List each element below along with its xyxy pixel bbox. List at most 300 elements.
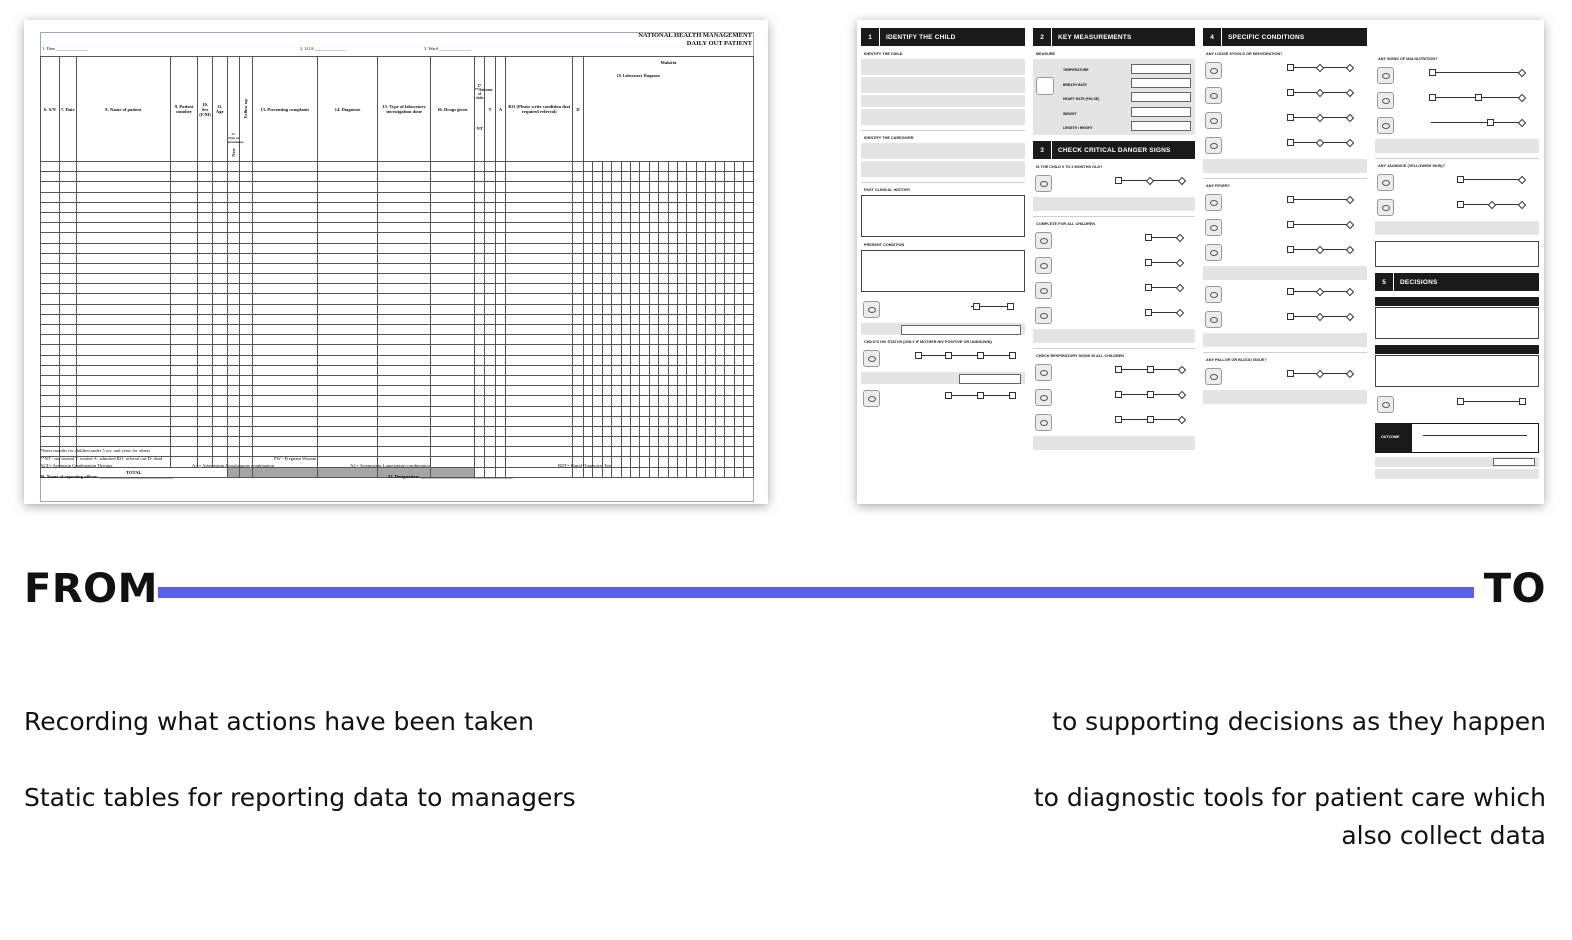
consider-row bbox=[1033, 197, 1195, 211]
register-cell bbox=[212, 274, 227, 284]
register-cell bbox=[59, 243, 76, 253]
register-cell bbox=[659, 426, 668, 436]
register-cell bbox=[621, 243, 630, 253]
register-cell bbox=[743, 365, 753, 375]
register-cell bbox=[734, 192, 743, 202]
register-cell bbox=[474, 202, 484, 212]
register-cell bbox=[198, 212, 213, 222]
col-malaria-group: Malaria 19. Laboratory Diagnosis bbox=[583, 57, 753, 162]
register-cell bbox=[485, 223, 495, 233]
register-cell bbox=[743, 233, 753, 243]
register-cell bbox=[659, 406, 668, 416]
question-icon bbox=[1377, 67, 1394, 84]
register-cell bbox=[649, 192, 658, 202]
register-cell bbox=[696, 325, 705, 335]
register-cell bbox=[725, 304, 734, 314]
register-cell bbox=[687, 172, 696, 182]
register-cell bbox=[649, 355, 658, 365]
register-cell bbox=[170, 345, 197, 355]
register-cell bbox=[212, 284, 227, 294]
register-cell bbox=[668, 396, 677, 406]
register-cell bbox=[474, 314, 484, 324]
register-cell bbox=[612, 263, 621, 273]
register-cell bbox=[495, 223, 505, 233]
register-cell bbox=[240, 396, 253, 406]
register-cell bbox=[602, 355, 611, 365]
register-cell bbox=[170, 396, 197, 406]
register-cell bbox=[649, 294, 658, 304]
register-cell bbox=[678, 233, 687, 243]
decision-form-image bbox=[857, 20, 1544, 504]
register-cell bbox=[317, 335, 378, 345]
register-cell bbox=[430, 243, 474, 253]
legend-al: AL= Artemisinin Lumefantrin combination bbox=[350, 463, 430, 468]
register-cell bbox=[630, 202, 639, 212]
register-cell bbox=[593, 426, 602, 436]
meta-date: 1. Date ______________ bbox=[42, 46, 88, 51]
register-cell bbox=[170, 365, 197, 375]
register-cell bbox=[198, 447, 213, 457]
register-cell bbox=[170, 314, 197, 324]
register-cell bbox=[485, 202, 495, 212]
to-label: TO bbox=[1483, 566, 1546, 612]
register-cell bbox=[593, 416, 602, 426]
register-row bbox=[41, 396, 754, 406]
register-cell bbox=[430, 365, 474, 375]
register-cell bbox=[687, 335, 696, 345]
register-cell bbox=[430, 416, 474, 426]
register-cell bbox=[495, 335, 505, 345]
register-row bbox=[41, 182, 754, 192]
register-cell bbox=[583, 406, 592, 416]
total-cell bbox=[659, 467, 668, 477]
register-cell bbox=[76, 274, 170, 284]
register-cell bbox=[430, 202, 474, 212]
register-cell bbox=[649, 182, 658, 192]
register-cell bbox=[76, 345, 170, 355]
register-cell bbox=[252, 192, 317, 202]
register-cell bbox=[706, 223, 715, 233]
register-cell bbox=[668, 437, 677, 447]
register-cell bbox=[734, 355, 743, 365]
register-cell bbox=[76, 406, 170, 416]
register-cell bbox=[430, 304, 474, 314]
register-cell bbox=[602, 212, 611, 222]
register-cell bbox=[198, 355, 213, 365]
register-cell bbox=[649, 325, 658, 335]
register-cell bbox=[495, 396, 505, 406]
col-follow-up: Follow up bbox=[240, 57, 253, 162]
register-cell bbox=[573, 192, 583, 202]
register-cell bbox=[743, 263, 753, 273]
register-cell bbox=[59, 396, 76, 406]
register-cell bbox=[612, 365, 621, 375]
register-cell bbox=[495, 192, 505, 202]
register-cell bbox=[706, 294, 715, 304]
consider-row bbox=[1203, 159, 1367, 173]
register-cell bbox=[474, 426, 484, 436]
register-cell bbox=[495, 202, 505, 212]
register-cell bbox=[659, 294, 668, 304]
register-row bbox=[41, 345, 754, 355]
register-cell bbox=[240, 325, 253, 335]
register-cell bbox=[474, 284, 484, 294]
register-cell bbox=[59, 202, 76, 212]
register-cell bbox=[76, 314, 170, 324]
register-cell bbox=[474, 457, 484, 467]
question-row bbox=[1203, 134, 1367, 156]
register-cell bbox=[573, 365, 583, 375]
register-cell bbox=[227, 314, 240, 324]
total-cell bbox=[252, 467, 317, 477]
register-row bbox=[41, 243, 754, 253]
register-cell bbox=[678, 172, 687, 182]
register-cell bbox=[649, 172, 658, 182]
register-cell bbox=[485, 314, 495, 324]
register-cell bbox=[602, 416, 611, 426]
register-cell bbox=[734, 426, 743, 436]
register-cell bbox=[725, 212, 734, 222]
register-cell bbox=[743, 375, 753, 385]
register-cell bbox=[378, 375, 430, 385]
present-box bbox=[861, 250, 1025, 292]
register-cell bbox=[317, 426, 378, 436]
register-cell bbox=[696, 253, 705, 263]
register-cell bbox=[170, 325, 197, 335]
register-cell bbox=[743, 243, 753, 253]
register-title bbox=[638, 32, 752, 48]
register-cell bbox=[474, 325, 484, 335]
register-cell bbox=[317, 375, 378, 385]
register-cell bbox=[240, 304, 253, 314]
sub-jaundice: ANY JAUNDICE (YELLOWISH SKIN)? bbox=[1378, 164, 1446, 168]
register-cell bbox=[59, 437, 76, 447]
register-cell bbox=[474, 335, 484, 345]
register-cell bbox=[706, 274, 715, 284]
register-cell bbox=[640, 263, 649, 273]
register-cell bbox=[593, 212, 602, 222]
register-row bbox=[41, 162, 754, 172]
register-cell bbox=[630, 243, 639, 253]
register-cell bbox=[602, 284, 611, 294]
question-row bbox=[1033, 386, 1195, 408]
register-cell bbox=[715, 253, 724, 263]
register-cell bbox=[678, 182, 687, 192]
register-cell bbox=[725, 386, 734, 396]
register-cell bbox=[630, 325, 639, 335]
officer-field: 36. Name of reporting officer: ________________________________ bbox=[40, 474, 174, 479]
register-cell bbox=[212, 325, 227, 335]
register-cell bbox=[495, 162, 505, 172]
register-cell bbox=[198, 396, 213, 406]
register-cell bbox=[41, 192, 60, 202]
register-cell bbox=[715, 335, 724, 345]
col-lab-investigation: 15. Type of laboratory investigation done bbox=[378, 57, 430, 162]
register-cell bbox=[506, 426, 573, 436]
register-cell bbox=[573, 396, 583, 406]
register-cell bbox=[76, 253, 170, 263]
register-cell bbox=[506, 162, 573, 172]
register-cell bbox=[170, 294, 197, 304]
register-cell bbox=[573, 253, 583, 263]
question-row bbox=[1033, 172, 1195, 194]
register-cell bbox=[227, 294, 240, 304]
question-icon bbox=[1035, 307, 1052, 324]
register-cell bbox=[696, 294, 705, 304]
register-cell bbox=[485, 304, 495, 314]
register-cell bbox=[76, 243, 170, 253]
register-cell bbox=[59, 294, 76, 304]
register-cell bbox=[612, 437, 621, 447]
register-cell bbox=[583, 426, 592, 436]
register-cell bbox=[612, 447, 621, 457]
register-cell bbox=[668, 304, 677, 314]
register-cell bbox=[659, 162, 668, 172]
outcome-bar bbox=[1375, 423, 1539, 453]
col-ro: RO (Please write condition that required referral) bbox=[506, 57, 573, 162]
register-cell bbox=[668, 202, 677, 212]
register-cell bbox=[706, 365, 715, 375]
register-cell bbox=[41, 437, 60, 447]
register-cell bbox=[630, 375, 639, 385]
register-cell bbox=[506, 202, 573, 212]
register-cell bbox=[485, 253, 495, 263]
register-cell bbox=[593, 294, 602, 304]
register-cell bbox=[227, 386, 240, 396]
register-cell bbox=[212, 335, 227, 345]
register-cell bbox=[227, 396, 240, 406]
register-cell bbox=[715, 243, 724, 253]
register-cell bbox=[715, 263, 724, 273]
register-cell bbox=[678, 314, 687, 324]
register-cell bbox=[678, 406, 687, 416]
register-cell bbox=[378, 416, 430, 426]
register-cell bbox=[227, 274, 240, 284]
total-cell bbox=[640, 467, 649, 477]
register-cell bbox=[696, 243, 705, 253]
register-cell bbox=[715, 345, 724, 355]
register-cell bbox=[485, 355, 495, 365]
register-cell bbox=[640, 406, 649, 416]
register-cell bbox=[706, 162, 715, 172]
register-cell bbox=[687, 223, 696, 233]
register-cell bbox=[430, 375, 474, 385]
register-cell bbox=[76, 437, 170, 447]
register-cell bbox=[715, 426, 724, 436]
register-cell bbox=[621, 172, 630, 182]
from-label: FROM bbox=[24, 566, 158, 612]
register-cell bbox=[227, 447, 240, 457]
register-cell bbox=[659, 345, 668, 355]
register-cell bbox=[240, 365, 253, 375]
register-cell bbox=[170, 243, 197, 253]
register-cell bbox=[668, 182, 677, 192]
register-row bbox=[41, 325, 754, 335]
register-cell bbox=[198, 162, 213, 172]
col-sn: 6. S/N bbox=[41, 57, 60, 162]
register-cell bbox=[621, 223, 630, 233]
register-cell bbox=[725, 457, 734, 467]
register-cell bbox=[687, 294, 696, 304]
register-cell bbox=[621, 396, 630, 406]
register-cell bbox=[495, 345, 505, 355]
register-cell bbox=[317, 274, 378, 284]
register-cell bbox=[198, 294, 213, 304]
register-cell bbox=[227, 223, 240, 233]
question-icon bbox=[1377, 117, 1394, 134]
register-cell bbox=[715, 284, 724, 294]
register-cell bbox=[715, 416, 724, 426]
section-measure-header bbox=[1033, 28, 1195, 46]
register-cell bbox=[743, 335, 753, 345]
total-cell bbox=[743, 467, 753, 477]
register-cell bbox=[227, 212, 240, 222]
register-cell bbox=[696, 263, 705, 273]
total-cell bbox=[506, 467, 573, 477]
register-cell bbox=[378, 263, 430, 273]
register-cell bbox=[317, 233, 378, 243]
register-cell bbox=[678, 202, 687, 212]
question-icon bbox=[1035, 389, 1052, 406]
register-cell bbox=[252, 223, 317, 233]
register-cell bbox=[317, 416, 378, 426]
question-row bbox=[1203, 191, 1367, 213]
register-cell bbox=[474, 253, 484, 263]
legend-aa: AA= Artemisinin Amodiaquine combination bbox=[192, 463, 275, 468]
register-cell bbox=[668, 325, 677, 335]
register-cell bbox=[678, 253, 687, 263]
register-cell bbox=[252, 345, 317, 355]
register-cell bbox=[474, 243, 484, 253]
register-cell bbox=[212, 406, 227, 416]
register-cell bbox=[583, 284, 592, 294]
register-cell bbox=[41, 243, 60, 253]
register-cell bbox=[317, 294, 378, 304]
register-cell bbox=[696, 375, 705, 385]
register-cell bbox=[317, 182, 378, 192]
register-cell bbox=[76, 172, 170, 182]
question-icon bbox=[1205, 112, 1222, 129]
register-cell bbox=[485, 365, 495, 375]
register-cell bbox=[583, 274, 592, 284]
register-cell bbox=[678, 284, 687, 294]
register-cell bbox=[573, 274, 583, 284]
register-cell bbox=[668, 416, 677, 426]
register-cell bbox=[41, 304, 60, 314]
register-cell bbox=[715, 437, 724, 447]
register-cell bbox=[485, 457, 495, 467]
register-cell bbox=[212, 355, 227, 365]
section-title: KEY MEASUREMENTS bbox=[1058, 33, 1132, 41]
register-cell bbox=[706, 375, 715, 385]
register-cell bbox=[593, 192, 602, 202]
register-cell bbox=[252, 253, 317, 263]
register-cell bbox=[170, 212, 197, 222]
register-cell bbox=[76, 365, 170, 375]
register-cell bbox=[649, 202, 658, 212]
register-cell bbox=[583, 253, 592, 263]
register-cell bbox=[59, 345, 76, 355]
register-cell bbox=[41, 263, 60, 273]
outcome-label: OUTCOME bbox=[1381, 435, 1400, 439]
register-cell bbox=[640, 243, 649, 253]
register-cell bbox=[495, 274, 505, 284]
legend-rdt: RDT= Rapid Diagnostic Test bbox=[558, 463, 612, 468]
register-cell bbox=[227, 253, 240, 263]
register-row bbox=[41, 437, 754, 447]
register-cell bbox=[602, 345, 611, 355]
col-name: 8. Name of patient bbox=[76, 57, 170, 162]
register-cell bbox=[630, 314, 639, 324]
register-cell bbox=[212, 396, 227, 406]
section-title: SPECIFIC CONDITIONS bbox=[1228, 33, 1305, 41]
question-icon bbox=[1205, 368, 1222, 385]
register-cell bbox=[659, 335, 668, 345]
register-cell bbox=[474, 355, 484, 365]
register-cell bbox=[378, 304, 430, 314]
register-cell bbox=[378, 212, 430, 222]
question-row bbox=[1375, 171, 1539, 193]
register-cell bbox=[706, 345, 715, 355]
register-cell bbox=[474, 162, 484, 172]
register-cell bbox=[715, 365, 724, 375]
register-cell bbox=[430, 345, 474, 355]
register-cell bbox=[725, 202, 734, 212]
register-row bbox=[41, 355, 754, 365]
register-cell bbox=[378, 314, 430, 324]
register-cell bbox=[649, 416, 658, 426]
register-cell bbox=[227, 172, 240, 182]
register-cell bbox=[227, 233, 240, 243]
register-cell bbox=[602, 274, 611, 284]
register-cell bbox=[630, 284, 639, 294]
register-cell bbox=[706, 386, 715, 396]
register-cell bbox=[715, 447, 724, 457]
register-cell bbox=[495, 375, 505, 385]
register-cell bbox=[583, 304, 592, 314]
register-cell bbox=[640, 223, 649, 233]
register-cell bbox=[678, 345, 687, 355]
col-new: 12. Type of attendance New bbox=[227, 57, 240, 162]
register-cell bbox=[485, 284, 495, 294]
register-cell bbox=[198, 263, 213, 273]
register-cell bbox=[170, 202, 197, 212]
register-cell bbox=[687, 192, 696, 202]
register-cell bbox=[317, 355, 378, 365]
register-cell bbox=[59, 162, 76, 172]
register-cell bbox=[725, 243, 734, 253]
register-cell bbox=[252, 437, 317, 447]
register-cell bbox=[706, 233, 715, 243]
register-cell bbox=[678, 192, 687, 202]
register-cell bbox=[612, 375, 621, 385]
total-cell bbox=[573, 467, 583, 477]
register-cell bbox=[198, 406, 213, 416]
register-cell bbox=[583, 192, 592, 202]
register-cell bbox=[734, 396, 743, 406]
register-cell bbox=[506, 253, 573, 263]
register-cell bbox=[743, 314, 753, 324]
register-cell bbox=[485, 192, 495, 202]
register-cell bbox=[678, 263, 687, 273]
register-cell bbox=[59, 233, 76, 243]
register-cell bbox=[485, 263, 495, 273]
register-cell bbox=[659, 447, 668, 457]
register-cell bbox=[378, 335, 430, 345]
register-cell bbox=[41, 386, 60, 396]
register-cell bbox=[485, 243, 495, 253]
register-cell bbox=[240, 274, 253, 284]
